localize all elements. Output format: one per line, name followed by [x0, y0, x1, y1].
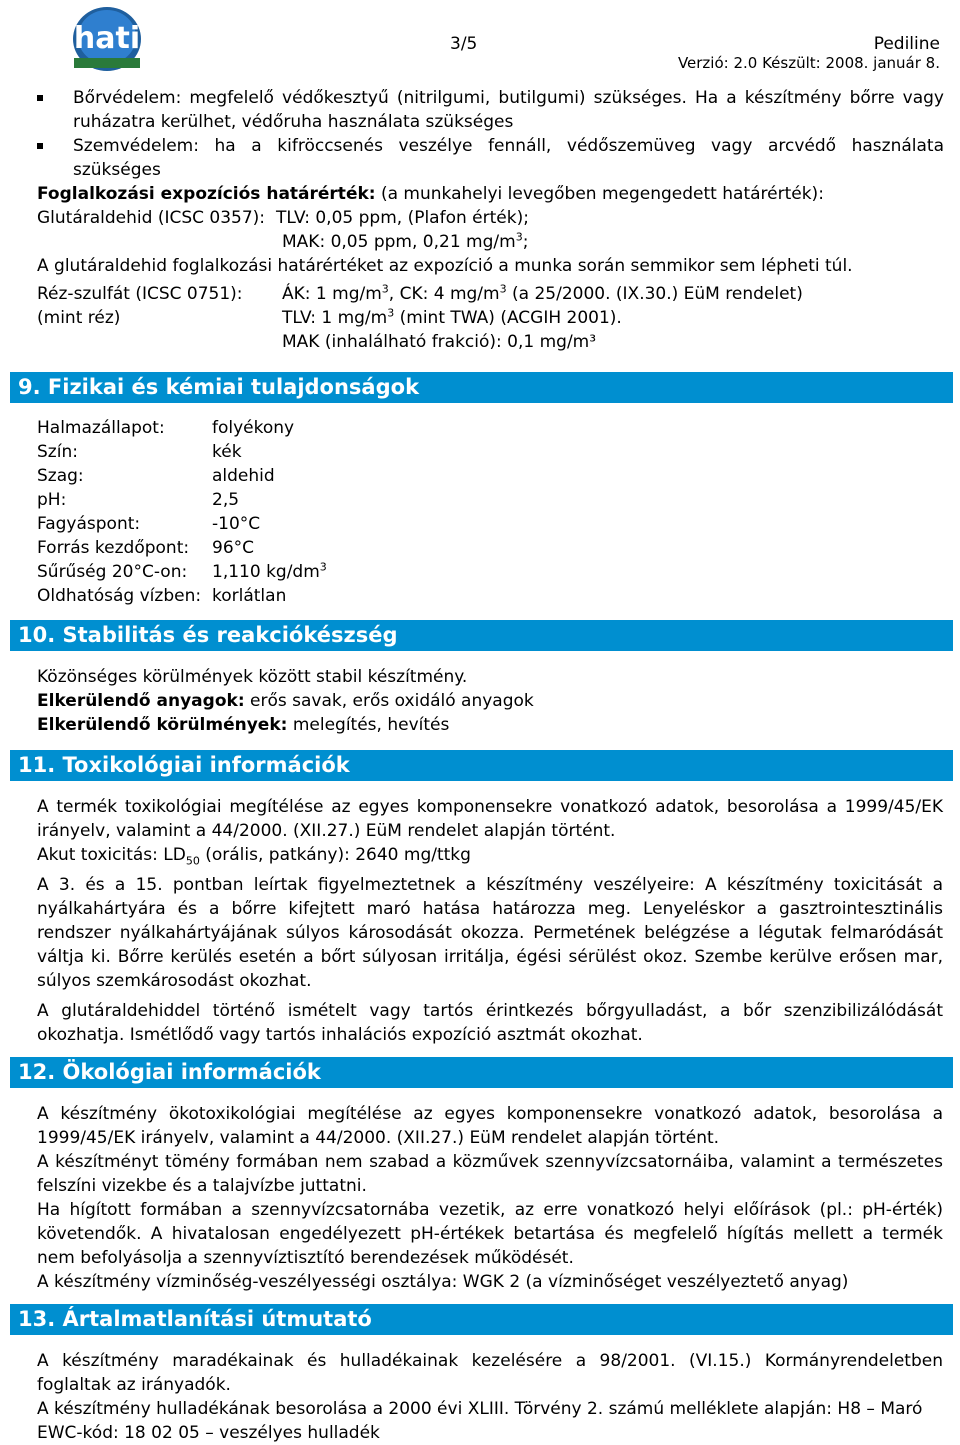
physical-properties: Halmazállapot: folyékony Szín: kék Szag: aldehid pH: 2,5 Fagyáspont: -10°C Forrás kezdőpont: 96°C Sűrűség 20°C-on: 1,110 $kg/dm^3$ Oldhatóság vízben: korlátlan — [37, 418, 327, 606]
disposal-block — [37, 1349, 943, 1445]
toxicology-p2: A 3. és a 15. pontban leírtak figyelmeztetnek a készítmény veszélyeire: A készítmény toxicitását a nyálkahártyára és a bőrre kifejtett maró hatása határozza meg. Lenyeléskor a gasztrointesztinális rendszer nyálkahártyájának súlyos károsodását okozza. Permetének belégzése a légutak felmaródását váltja ki. Bőrre kerülés esetén a bőrt súlyosan irritálja, égési sérülést okoz. Szembe kerülve erősen mar, súlyos szemkárosodást okozhat. — [37, 875, 943, 991]
exposure-title-rest: (a munkahelyi levegőben megengedett határérték): — [375, 184, 824, 204]
section-8-continued — [37, 86, 944, 354]
glutaraldehyde-row — [37, 206, 944, 230]
company-logo — [70, 2, 144, 72]
section-11-header: 11. Toxikológiai információk — [10, 750, 953, 781]
avoid-conditions: Elkerülendő körülmények: melegítés, hevítés — [37, 715, 450, 735]
copper-row-3 — [37, 330, 944, 354]
ecology-p1: A készítmény ökotoxikológiai megítélése az egyes komponensekre vonatkozó adatok, besorolása a 1999/45/EK irányelv, valamint a 44/2000. (XII.27.) EüM rendelet alapján történt. — [37, 1104, 943, 1148]
stability-line: Közönséges körülmények között stabil készítmény. — [37, 667, 468, 687]
copper-row-2 — [37, 306, 944, 330]
glutaraldehyde-label: Glutáraldehid (ICSC 0357): — [37, 208, 266, 228]
section-13-header: 13. Ártalmatlanítási útmutató — [10, 1304, 953, 1335]
ecology-p2: A készítményt tömény formában nem szabad a közművek szennyvízcsatornáiba, valamint a természetes felszíni vizekbe és a talajvízbe juttatni. — [37, 1152, 943, 1196]
exposure-title-bold: Foglalkozási expozíciós határérték: — [37, 184, 376, 204]
skin-protection: Bőrvédelem: megfelelő védőkesztyű (nitrilgumi, butilgumi) szükséges. Ha a készítmény bőrre vagy ruházatra kerülhet, védőruha használata szükséges — [37, 86, 944, 134]
glutaraldehyde-note: A glutáraldehid foglalkozási határértéket az expozíció a munka során semmikor sem lépheti túl. — [37, 256, 853, 276]
version-info: Verzió: 2.0 Készült: 2008. január 8. — [677, 54, 940, 72]
toxicology-p3: A glutáraldehiddel történő ismételt vagy tartós érintkezés bőrgyulladást, a bőr szenzibilizálódását okozhatja. Ismétlődő vagy tartós inhalációs expozíció asztmát okozhat. — [37, 1001, 943, 1045]
page-number: 3/5 — [450, 34, 478, 54]
disposal-p3: EWC-kód: 18 02 05 – veszélyes hulladék — [37, 1423, 380, 1443]
glutaraldehyde-mak-row — [37, 230, 944, 254]
product-name: Pediline — [873, 34, 940, 54]
acute-toxicity: Akut toxicitás: $LD_{50}$ (orális, patkány): 2640 mg/ttkg — [37, 845, 471, 868]
copper-mak: MAK (inhalálható frakció): 0,1 mg/m³ — [282, 332, 597, 352]
stability-block — [37, 665, 943, 737]
toxicology-p1: A termék toxikológiai megítélése az egyes komponensekre vonatkozó adatok, besorolása a 1999/45/EK irányelv, valamint a 44/2000. (XII.27.) EüM rendelet alapján történt. — [37, 797, 943, 841]
copper-ak: ÁK: 1 $mg/m^3$, CK: 4 $mg/m^3$ (a 25/2000. (IX.30.) EüM rendelet) — [282, 282, 803, 304]
eye-protection: Szemvédelem: ha a kifröccsenés veszélye fennáll, védőszemüveg vagy arcvédő használata szükséges — [37, 134, 944, 182]
glutaraldehyde-mak: MAK: 0,05 ppm, 0,21 $mg/m^3$; — [282, 230, 529, 252]
glutaraldehyde-tlv: TLV: 0,05 ppm, (Plafon érték); — [276, 208, 529, 228]
ecology-p3: Ha hígított formában a szennyvízcsatornába vezetik, az erre vonatkozó helyi előírások (pl.: pH-érték) követendők. A hivatalosan engedélyezett pH-értékek betartása és megfelelő hígítás mellett a termék nem befolyásolja a szennyvíztisztító berendezések működését. — [37, 1200, 943, 1268]
exposure-title — [37, 182, 944, 206]
toxicology-block — [37, 795, 943, 1047]
copper-label: Réz-szulfát (ICSC 0751): — [37, 284, 243, 304]
copper-tlv: TLV: 1 $mg/m^3$ (mint TWA) (ACGIH 2001). — [282, 306, 622, 328]
logo-text: hati — [73, 21, 141, 56]
copper-row-1 — [37, 282, 944, 306]
section-10-header: 10. Stabilitás és reakciókészség — [10, 620, 953, 651]
ecology-p4: A készítmény vízminőség-veszélyességi osztálya: WGK 2 (a vízminőséget veszélyeztető anyag) — [37, 1272, 849, 1292]
section-12-header: 12. Ökológiai információk — [10, 1057, 953, 1088]
section-9-header: 9. Fizikai és kémiai tulajdonságok — [10, 372, 953, 403]
ecology-block — [37, 1102, 943, 1294]
copper-label-2: (mint réz) — [37, 308, 121, 328]
disposal-p1: A készítmény maradékainak és hulladékainak kezelésére a 98/2001. (VI.15.) Kormányrendeletben foglaltak az irányadók. — [37, 1351, 943, 1395]
disposal-p2: A készítmény hulladékának besorolása a 2000 évi XLIII. Törvény 2. számú melléklete alapján: H8 – Maró — [37, 1399, 923, 1419]
avoid-materials: Elkerülendő anyagok: erős savak, erős oxidáló anyagok — [37, 691, 534, 711]
